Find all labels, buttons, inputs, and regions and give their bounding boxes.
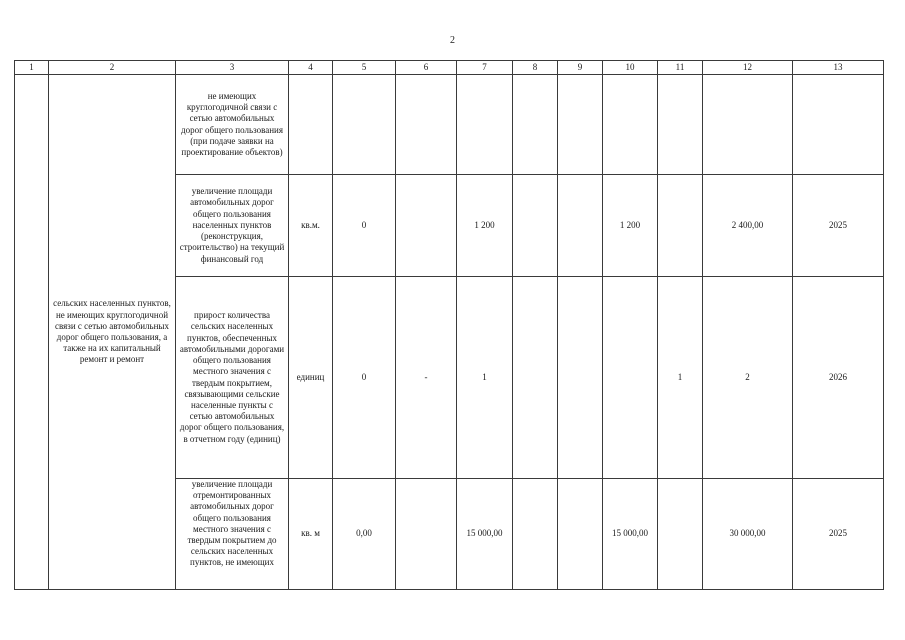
- value-cell: [396, 479, 457, 590]
- indicator-cell: не имеющих круглогодичной связи с сетью автомобильных дорог общего пользования (при подаче заявки на проектирование объектов): [176, 75, 289, 175]
- indicator-cell: прирост количества сельских населенных пунктов, обеспеченных автомобильными дорогами общего пользования местного значения с твердым покрытием, связывающими сельские населенные пункты с сетью автомобильных дорог общего пользования, в отчетном году (единиц): [176, 277, 289, 479]
- header-cell: 11: [658, 61, 703, 75]
- value-cell: [658, 75, 703, 175]
- header-cell: 2: [49, 61, 176, 75]
- header-cell: 1: [15, 61, 49, 75]
- value-cell: [396, 75, 457, 175]
- header-cell: 9: [558, 61, 603, 75]
- unit-cell: кв. м: [289, 479, 333, 590]
- header-cell: 3: [176, 61, 289, 75]
- value-cell: -: [396, 277, 457, 479]
- page-number: 2: [450, 35, 455, 46]
- indicators-table: [14, 60, 884, 590]
- table-row: [15, 75, 884, 175]
- header-cell: 10: [603, 61, 658, 75]
- value-cell: 30 000,00: [703, 479, 793, 590]
- year-cell: 2025: [793, 175, 884, 277]
- value-cell: [513, 277, 558, 479]
- value-cell: [396, 175, 457, 277]
- year-cell: [793, 75, 884, 175]
- value-cell: [513, 75, 558, 175]
- value-cell: 2: [703, 277, 793, 479]
- header-cell: 13: [793, 61, 884, 75]
- value-cell: [513, 479, 558, 590]
- unit-cell: единиц: [289, 277, 333, 479]
- header-cell: 8: [513, 61, 558, 75]
- value-cell: 1 200: [457, 175, 513, 277]
- value-cell: [658, 479, 703, 590]
- header-cell: 5: [333, 61, 396, 75]
- value-cell: 1: [658, 277, 703, 479]
- value-cell: [558, 75, 603, 175]
- col1-cell: [15, 75, 49, 590]
- year-cell: 2025: [793, 479, 884, 590]
- unit-cell: [289, 75, 333, 175]
- value-cell: 15 000,00: [603, 479, 658, 590]
- header-cell: 4: [289, 61, 333, 75]
- indicator-cell: увеличение площади автомобильных дорог общего пользования населенных пунктов (реконструкция, строительство) на текущий финансовый год: [176, 175, 289, 277]
- value-cell: [558, 479, 603, 590]
- value-cell: [558, 175, 603, 277]
- value-cell: 0,00: [333, 479, 396, 590]
- value-cell: [558, 277, 603, 479]
- value-cell: 0: [333, 175, 396, 277]
- value-cell: 0: [333, 277, 396, 479]
- value-cell: [603, 75, 658, 175]
- indicator-cell: [176, 479, 289, 590]
- year-cell: 2026: [793, 277, 884, 479]
- value-cell: [457, 75, 513, 175]
- header-cell: 6: [396, 61, 457, 75]
- value-cell: [333, 75, 396, 175]
- value-cell: 1 200: [603, 175, 658, 277]
- header-cell: 12: [703, 61, 793, 75]
- header-cell: 7: [457, 61, 513, 75]
- header-row: [15, 61, 884, 75]
- unit-cell: кв.м.: [289, 175, 333, 277]
- indicator-text: увеличение площади отремонтированных автомобильных дорог общего пользования местного значения с твердым покрытием до сельских населенных пунктов, не имеющих: [187, 479, 277, 568]
- value-cell: 1: [457, 277, 513, 479]
- value-cell: [513, 175, 558, 277]
- value-cell: [658, 175, 703, 277]
- value-cell: [603, 277, 658, 479]
- value-cell: 15 000,00: [457, 479, 513, 590]
- measure-description-cell: сельских населенных пунктов, не имеющих круглогодичной связи с сетью автомобильных дорог общего пользования, а также на их капитальный ремонт и ремонт: [49, 75, 176, 590]
- value-cell: [703, 75, 793, 175]
- value-cell: 2 400,00: [703, 175, 793, 277]
